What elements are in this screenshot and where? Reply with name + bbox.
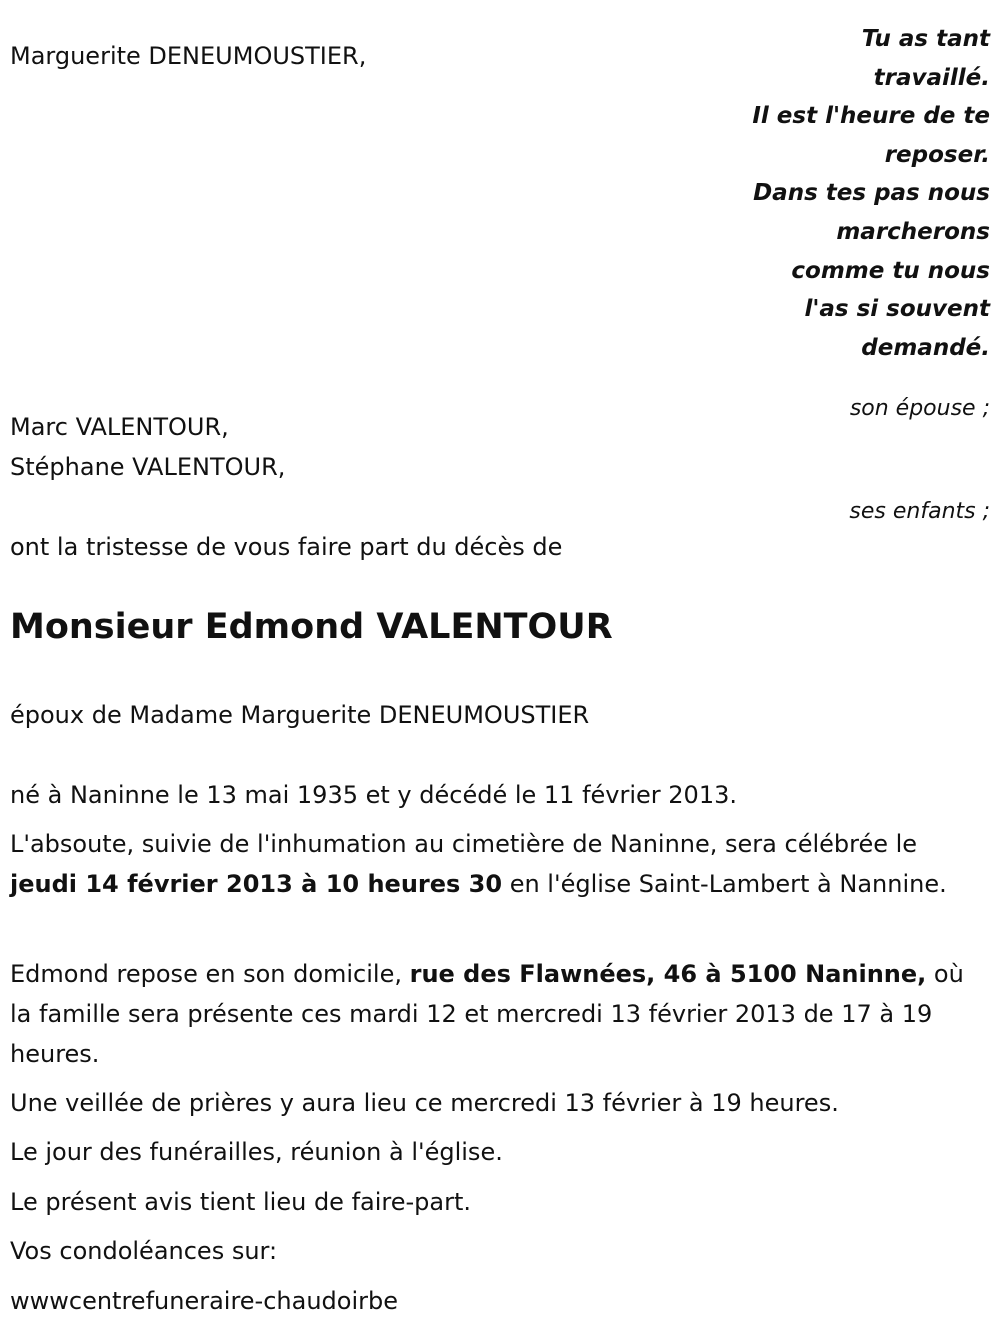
poem-line: reposer. — [884, 141, 990, 168]
poem — [730, 20, 990, 367]
child-name: Marc VALENTOUR, — [10, 413, 229, 441]
repose-details: où la famille sera présente ces mardi 12 et mercredi 13 février 2013 de 17 à 19 heures. — [10, 960, 964, 1068]
ceremony-datetime: jeudi 14 février 2013 à 10 heures 30 — [10, 870, 503, 898]
child-name: Stéphane VALENTOUR, — [10, 453, 286, 481]
spouse-name: Marguerite DENEUMOUSTIER, — [10, 42, 367, 70]
repose-text: Edmond repose en son domicile, — [10, 960, 410, 988]
repose-address: rue des Flawnées, 46 à 5100 Naninne, — [409, 960, 927, 988]
birth-death: né à Naninne le 13 mai 1935 et y décédé le 11 février 2013. — [10, 781, 737, 809]
condolences-site: wwwcentrefuneraire-chaudoirbe — [10, 1287, 398, 1315]
poem-line: demandé. — [861, 334, 990, 361]
funeral-day-text: Le jour des funérailles, réunion à l'église. — [10, 1138, 503, 1166]
poem-line: travaillé. — [873, 64, 990, 91]
spouse-of: époux de Madame Marguerite DENEUMOUSTIER — [10, 701, 590, 729]
spouse-role: son épouse ; — [849, 396, 990, 421]
intro-text: ont la tristesse de vous faire part du décès de — [10, 533, 563, 561]
ceremony-text: L'absoute, suivie de l'inhumation au cimetière de Naninne, sera célébrée le — [10, 830, 918, 858]
poem-line: marcherons — [836, 218, 990, 245]
poem-line: comme tu nous — [791, 257, 990, 284]
ceremony-location: en l'église Saint-Lambert à Nannine. — [502, 870, 947, 898]
condolences-label: Vos condoléances sur: — [10, 1237, 278, 1265]
poem-line: Tu as tant — [861, 26, 990, 52]
ceremony-paragraph — [10, 824, 990, 904]
poem-line: Dans tes pas nous — [753, 180, 990, 207]
poem-line: l'as si souvent — [804, 296, 990, 323]
children-role: ses enfants ; — [849, 499, 990, 524]
vigil-text: Une veillée de prières y aura lieu ce mercredi 13 février à 19 heures. — [10, 1089, 839, 1117]
notice-text: Le présent avis tient lieu de faire-part. — [10, 1188, 472, 1216]
deceased-name: Monsieur Edmond VALENTOUR — [10, 607, 613, 647]
repose-paragraph — [10, 954, 990, 1074]
poem-line: Il est l'heure de te — [752, 103, 990, 130]
